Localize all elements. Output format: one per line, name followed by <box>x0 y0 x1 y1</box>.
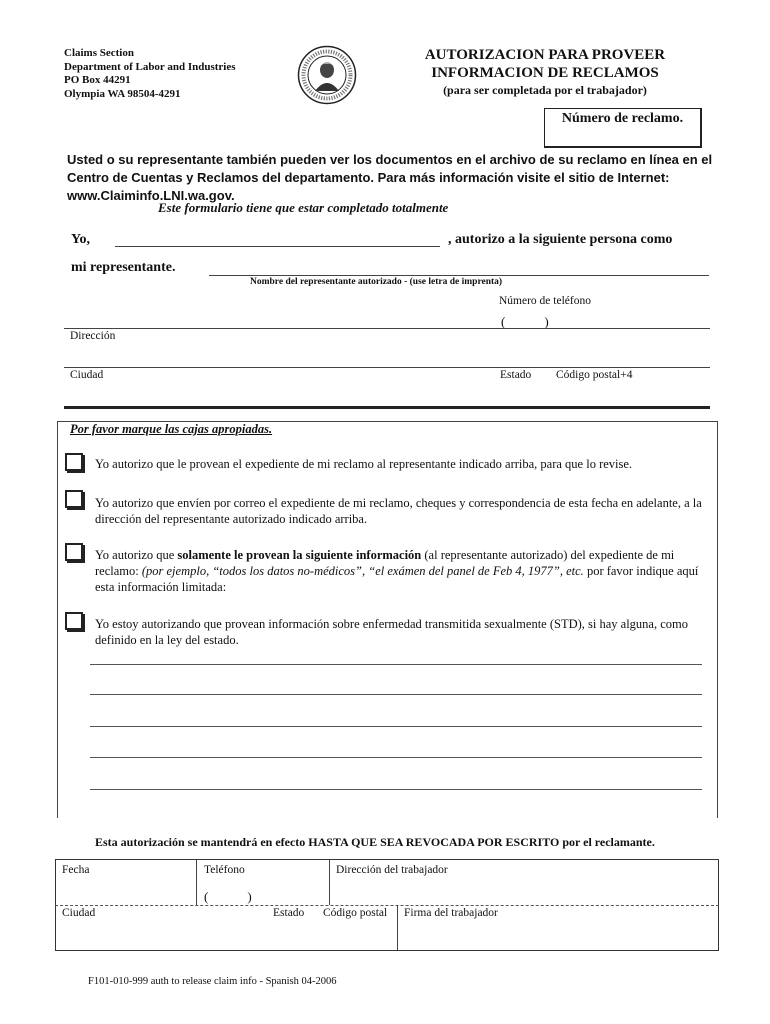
option-mail-text: Yo autorizo que envíen por correo el expediente de mi reclamo, cheques y correspondencia de esta fecha en adelante, a la dirección del representante autorizado indicado arriba. <box>95 496 702 526</box>
option-limited-part-a: Yo autorizo que <box>95 548 178 562</box>
form-number-footer: F101-010-999 auth to release claim info - Spanish 04-2006 <box>88 976 337 987</box>
my-rep-label: mi representante. <box>71 260 176 275</box>
phone-cell-parens: ( ) <box>204 889 252 904</box>
box-left-border <box>57 421 58 818</box>
zip-cell[interactable]: Código postal <box>323 907 388 919</box>
limited-info-line[interactable] <box>90 694 702 695</box>
divider <box>64 328 710 329</box>
table-col-divider <box>196 859 197 905</box>
option-limited-part-c: por favor indique aquí esta información limitada: <box>95 564 699 594</box>
limited-info-line[interactable] <box>90 664 702 665</box>
checkbox-heading: Por favor marque las cajas apropiadas. <box>70 422 273 436</box>
date-cell[interactable]: Fecha <box>62 864 90 876</box>
table-col-divider <box>397 905 398 950</box>
address-line: Claims Section <box>64 47 134 59</box>
section-divider <box>64 406 710 409</box>
form-subtitle: (para ser completada por el trabajador) <box>443 83 647 97</box>
authorize-text: , autorizo a la siguiente persona como <box>448 232 673 247</box>
city-label: Ciudad <box>70 369 104 381</box>
claim-number-field[interactable] <box>544 108 702 148</box>
table-mid-line <box>55 905 719 906</box>
zip-label: Código postal+4 <box>556 369 633 381</box>
must-complete-note: Este formulario tiene que estar completado totalmente <box>158 200 449 215</box>
state-label: Estado <box>500 369 532 381</box>
option-limited-example: (por ejemplo, “todos los datos no-médicos”, “el exámen del panel de Feb 4, 1977”, etc. <box>141 564 584 578</box>
state-cell[interactable]: Estado <box>273 907 305 919</box>
phone-cell[interactable]: Teléfono <box>204 864 245 876</box>
rep-name-line[interactable] <box>209 275 709 276</box>
checkbox-std[interactable] <box>65 612 83 630</box>
phone-label: Número de teléfono <box>499 295 591 307</box>
table-col-divider <box>329 859 330 905</box>
phone-field[interactable]: ( ) <box>501 314 549 329</box>
validity-statement: Esta autorización se mantendrá en efecto HASTA QUE SEA REVOCADA POR ESCRITO por el reclamante. <box>95 835 655 849</box>
option-review-text: Yo autorizo que le provean el expediente de mi reclamo al representante indicado arriba, para que lo revise. <box>95 457 633 471</box>
checkbox-review[interactable] <box>65 453 83 471</box>
option-limited-part-b: (al representante autorizado) del expediente de mi reclamo: <box>95 548 675 578</box>
claim-number-label: Número de reclamo. <box>561 111 684 126</box>
yo-label: Yo, <box>71 232 91 247</box>
limited-info-line[interactable] <box>90 757 702 758</box>
online-access-notice: Usted o su representante también pueden ver los documentos en el archivo de su reclamo en línea en el Centro de Cuentas y Reclamos del departamento. Para más información visite el sitio de Internet: www.Claiminfo.LNI.wa.gov. <box>67 152 713 203</box>
limited-info-line[interactable] <box>90 789 702 790</box>
address-line: PO Box 44291 <box>64 74 131 86</box>
address-line: Olympia WA 98504-4291 <box>64 87 181 100</box>
signature-cell[interactable]: Firma del trabajador <box>404 907 498 919</box>
option-limited-text <box>95 547 710 595</box>
worker-address-cell[interactable]: Dirección del trabajador <box>336 864 448 876</box>
option-std-text: Yo estoy autorizando que provean información sobre enfermedad transmitida sexualmente (STD), si hay alguna, como definido en la ley del estado. <box>95 617 689 647</box>
return-address <box>64 47 236 101</box>
title-line-2: INFORMACION DE RECLAMOS <box>431 65 659 81</box>
city-cell[interactable]: Ciudad <box>62 907 96 919</box>
title-line-1: AUTORIZACION PARA PROVEER <box>424 47 666 63</box>
option-limited-bold: solamente le provean la siguiente información <box>177 548 422 562</box>
washington-state-seal-icon <box>297 45 357 105</box>
worker-name-line[interactable] <box>115 246 440 247</box>
checkbox-limited-info[interactable] <box>65 543 83 561</box>
form-title <box>395 46 695 98</box>
limited-info-line[interactable] <box>90 726 702 727</box>
address-line: Department of Labor and Industries <box>64 60 236 73</box>
checkbox-mail[interactable] <box>65 490 83 508</box>
box-right-border <box>717 421 718 818</box>
address-line[interactable] <box>64 367 710 368</box>
address-label: Dirección <box>70 330 116 342</box>
rep-name-caption: Nombre del representante autorizado - (use letra de imprenta) <box>250 277 503 287</box>
